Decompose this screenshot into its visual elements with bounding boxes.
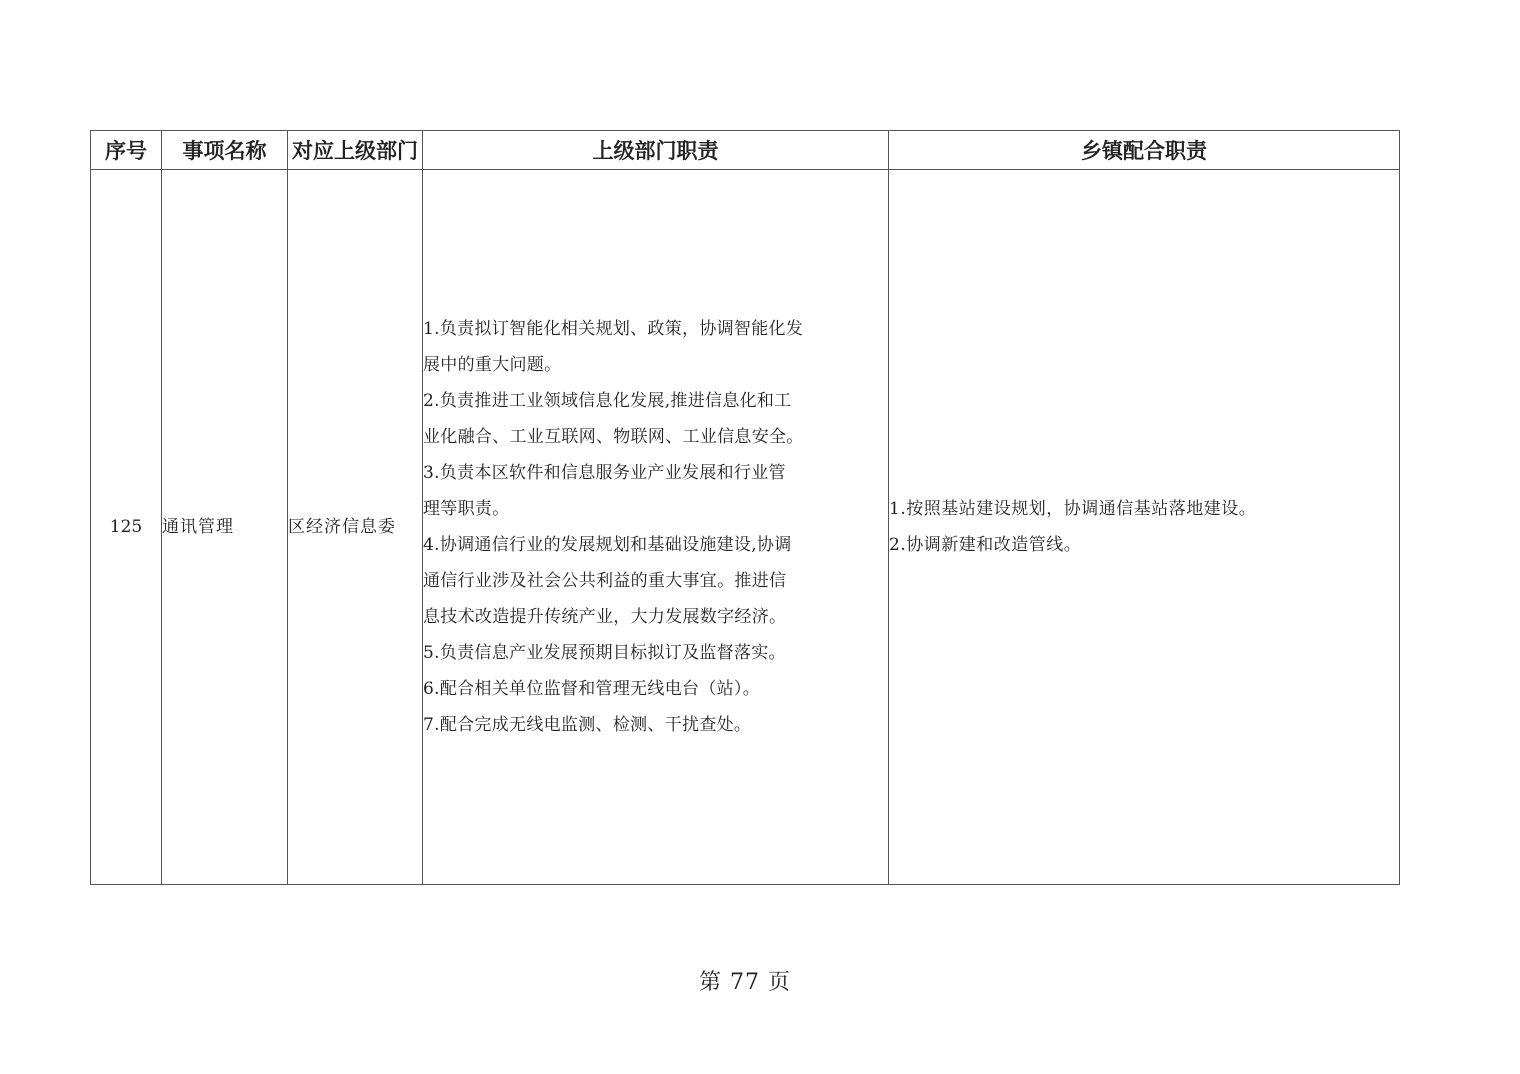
cell-serial-number: 125 — [91, 170, 162, 885]
header-town-duties: 乡镇配合职责 — [889, 131, 1400, 170]
upper-duty-line: 通信行业涉及社会公共利益的重大事宜。推进信 — [423, 571, 787, 591]
upper-duty-line: 业化融合、工业互联网、物联网、工业信息安全。 — [423, 427, 804, 447]
upper-duty-line: 1.负责拟订智能化相关规划、政策，协调智能化发 — [423, 319, 804, 339]
upper-duty-line: 息技术改造提升传统产业，大力发展数字经济。 — [423, 607, 787, 627]
duty-table — [90, 130, 1400, 885]
header-upper-department: 对应上级部门 — [288, 131, 423, 170]
upper-duty-line: 展中的重大问题。 — [423, 355, 562, 375]
header-serial-number: 序号 — [91, 131, 162, 170]
page-number: 第 77 页 — [699, 970, 791, 995]
cell-upper-duties — [423, 170, 889, 885]
cell-item-name: 通讯管理 — [162, 170, 288, 885]
cell-upper-department: 区经济信息委 — [288, 170, 423, 885]
town-duty-line: 1.按照基站建设规划，协调通信基站落地建设。 — [889, 499, 1257, 519]
upper-duty-line: 理等职责。 — [423, 499, 510, 519]
upper-duty-line: 2.负责推进工业领域信息化发展,推进信息化和工 — [423, 391, 792, 411]
upper-duty-line: 6.配合相关单位监督和管理无线电台（站）。 — [423, 679, 761, 699]
town-duty-line: 2.协调新建和改造管线。 — [889, 535, 1082, 555]
table-row — [91, 170, 1400, 885]
table-header-row — [91, 131, 1400, 170]
upper-duty-line: 7.配合完成无线电监测、检测、干扰查处。 — [423, 715, 752, 735]
upper-duty-line: 3.负责本区软件和信息服务业产业发展和行业管 — [423, 463, 786, 483]
cell-town-duties — [889, 170, 1400, 885]
header-item-name: 事项名称 — [162, 131, 288, 170]
header-upper-duties: 上级部门职责 — [423, 131, 889, 170]
upper-duty-line: 4.协调通信行业的发展规划和基础设施建设,协调 — [423, 535, 792, 555]
upper-duty-line: 5.负责信息产业发展预期目标拟订及监督落实。 — [423, 643, 786, 663]
